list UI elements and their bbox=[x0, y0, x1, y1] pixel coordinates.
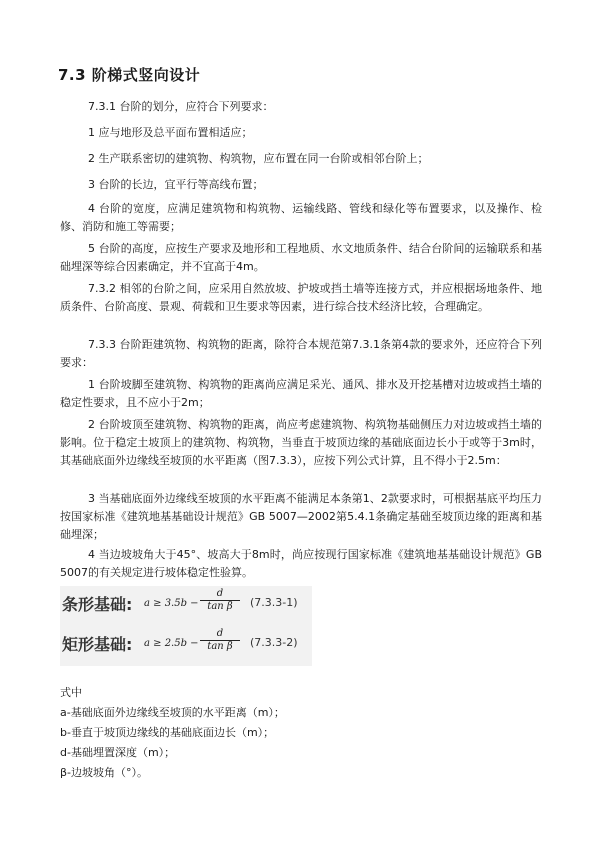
paragraph-7-3-1-item-2: 2 生产联系密切的建筑物、构筑物，应布置在同一台阶或相邻台阶上； bbox=[88, 152, 429, 165]
definition-beta: β-边坡坡角（°）。 bbox=[60, 766, 148, 779]
paragraph-7-3-1: 7.3.1 台阶的划分，应符合下列要求： bbox=[88, 100, 274, 113]
definition-a: a-基础底面外边缘线至坡顶的水平距离（m）； bbox=[60, 706, 285, 719]
definition-d: d-基础埋置深度（m）； bbox=[60, 746, 176, 759]
paragraph-7-3-3-item-2: 2 台阶坡顶至建筑物、构筑物的距离，尚应考虑建筑物、构筑物基础侧压力对边坡或挡土墙的影响。位于稳定土坡顶上的建筑物、构筑物，当垂直于坡顶边缘的基础底面边长小于或等于3m时，其基础底面外边缘线至坡顶的水平距离（图7.3.3），应按下列公式计算，且不得小于2.5m： bbox=[60, 418, 542, 467]
paragraph-7-3-3-item-3: 3 当基础底面外边缘线至坡顶的水平距离不能满足本条第1、2款要求时，可根据基底平均压力按国家标准《建筑地基基础设计规范》GB 5007—2002第5.4.1条确定基础至坡顶边缘的距离和基础埋深； bbox=[60, 492, 542, 541]
paragraph-7-3-1-item-3: 3 台阶的长边，宜平行等高线布置； bbox=[88, 178, 264, 191]
paragraph-7-3-1-item-4: 4 台阶的宽度，应满足建筑物和构筑物、运输线路、管线和绿化等布置要求，以及操作、检修、消防和施工等需要； bbox=[60, 202, 542, 233]
formula-image bbox=[60, 586, 312, 666]
definition-b: b-垂直于坡顶边缘线的基础底面边长（m）； bbox=[60, 726, 275, 739]
paragraph-7-3-3-item-4: 4 当边坡坡角大于45°、坡高大于8m时，尚应按现行国家标准《建筑地基基础设计规范》GB 5007的有关规定进行坡体稳定性验算。 bbox=[60, 548, 542, 579]
definitions-heading: 式中 bbox=[60, 686, 82, 699]
formula-1-numerator: d bbox=[200, 588, 240, 601]
paragraph-7-3-1-item-5: 5 台阶的高度，应按生产要求及地形和工程地质、水文地质条件、结合台阶间的运输联系和基础埋深等综合因素确定，并不宜高于4m。 bbox=[60, 242, 542, 273]
paragraph-7-3-3: 7.3.3 台阶距建筑物、构筑物的距离，除符合本规范第7.3.1条第4款的要求外，还应符合下列要求： bbox=[60, 338, 542, 369]
paragraph-7-3-2: 7.3.2 相邻的台阶之间，应采用自然放坡、护坡或挡土墙等连接方式，并应根据场地条件、地质条件、台阶高度、景观、荷载和卫生要求等因素，进行综合技术经济比较，合理确定。 bbox=[60, 282, 542, 313]
formula-2-denominator: tan β bbox=[207, 641, 233, 652]
formula-2-numerator: d bbox=[200, 628, 240, 641]
section-title: 7.3 阶梯式竖向设计 bbox=[58, 66, 201, 84]
formula-2-number: (7.3.3-2) bbox=[250, 636, 298, 649]
formula-2-fraction bbox=[200, 628, 240, 653]
formula-1-lhs: a ≥ 3.5b − bbox=[144, 598, 199, 609]
formula-1-fraction bbox=[200, 588, 240, 613]
paragraph-7-3-3-item-1: 1 台阶坡脚至建筑物、构筑物的距离尚应满足采光、通风、排水及开挖基槽对边坡或挡土墙的稳定性要求，且不应小于2m； bbox=[60, 378, 542, 409]
formula-1-denominator: tan β bbox=[207, 601, 233, 612]
formula-2-lhs: a ≥ 2.5b − bbox=[144, 638, 199, 649]
paragraph-7-3-1-item-1: 1 应与地形及总平面布置相适应； bbox=[88, 126, 253, 139]
formula-1-number: (7.3.3-1) bbox=[250, 596, 298, 609]
formula-2-label: 矩形基础: bbox=[62, 635, 133, 654]
formula-1-label: 条形基础: bbox=[62, 595, 133, 614]
